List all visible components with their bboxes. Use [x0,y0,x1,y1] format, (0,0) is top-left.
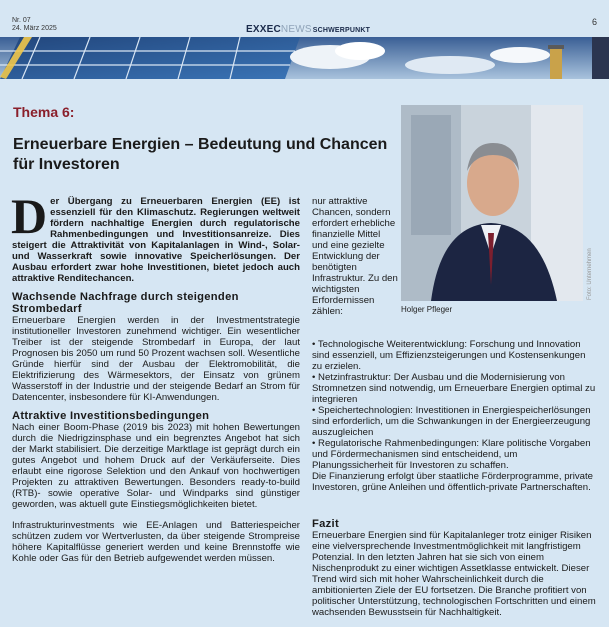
bullet-item: • Speichertechnologien: Investitionen in Energiespeicherlösungen sind erforderlich, um die Schwankungen in der Energieerzeugung auszugleichen [312,405,591,438]
header-banner-image [0,37,609,79]
article-column-1 [11,188,300,564]
bullet-item: • Regulatorische Rahmenbedingungen: Klare politische Vorgaben und Fördermechanismen sind entscheidend, um Planungssicherheit für Investoren zu schaffen. [312,438,591,471]
requirements-intro: nur attraktive Chancen, sondern erfordert erhebliche finanzielle Mittel und eine gezielte Entwicklung der benötigten Infrastruktur. Zu den wichtigsten Erfordernissen zählen: [312,196,398,317]
section-heading-demand: Wachsende Nachfrage durch steigenden Strombedarf [12,291,239,315]
brand-main: EXXEC [246,24,281,35]
bullet-item: • Technologische Weiterentwicklung: Forschung und Innovation sind essenziell, um Effizienzsteigerungen und Kostensenkungen zu erzielen. [312,339,586,372]
section-body-infrastructure: Infrastrukturinvestments wie EE-Anlagen und Batteriespeicher schützen zudem vor Wertverlusten, da über steigende Strompreise höhere Kapitalflüsse generiert werden und keine Brennstoffe wie Kohle oder Gas für den Betrieb aufgewendet werden müssen. [12,520,300,564]
conclusion-heading: Fazit [312,518,339,530]
article-column-2-top [312,196,398,317]
drop-cap: D [11,188,48,244]
lead-text: er Übergang zu Erneuerbaren Energien (EE) ist essenziell für den Klimaschutz. Regierungen weltweit fördern nachhaltige Energien durch regulatorische Rahmenbedingungen und Investitionsanreize. Dies steigert die Attraktivität von Kapitalanlagen in Wind-, Solar- und Wasserkraft sowie innovative Speicherlösungen. Der Ausbau erfordert zwar hohe Investitionen, bietet jedoch auch attraktive Renditechancen. [12,196,300,284]
conclusion-body: Erneuerbare Energien sind für Kapitalanleger trotz einiger Risiken eine vielversprechende Investmentmöglichkeit mit langfristigem Potenzial. In den letzten Jahren hat sie sich von einem Nischenprodukt zu einer wichtigen Assetklasse entwickelt. Dieser Trend wird sich mit hoher Wahrscheinlichkeit durch die ambitionierten Ziele der EU fortsetzen. Die Branche profitiert von politischer Unterstützung, technologischen Fortschritten und einem wachsenden Bewusstsein für Nachhaltigkeit. [312,530,596,618]
brand-logo [246,24,370,35]
article-title: Erneuerbare Energien – Bedeutung und Chancen für Investoren [13,136,388,173]
photo-credit: Foto: Unternehmen [587,248,593,300]
financing-paragraph: Die Finanzierung erfolgt über staatliche Förderprogramme, private Investoren, grüne Anleihen und öffentlich-private Partnerschaften. [312,471,594,493]
section-body-investment: Nach einer Boom-Phase (2019 bis 2023) mit hohen Bewertungen durch die Niedrigzinsphase und ein begrenztes Angebot hat sich der Markt stabilisiert. Die derzeitige Marktlage ist geprägt durch ein gutes Angebot und hohem Druck auf der Verkäuferseite. Dies erlaubt eine rigorose Selektion und den Ankauf von hochwertigen Projekten zu attraktiven Bewertungen. Besonders ready-to-build (RTB)- sowie operative Solar- und Windparks sind günstiger geworden, was aktuell gute Einstiegsmöglichkeiten bietet. [12,422,300,510]
issue-number: Nr. 07 [12,17,31,24]
brand-news: NEWS [280,24,312,35]
section-body-demand: Erneuerbare Energien werden in der Investmentstrategie institutioneller Investoren zunehmend wichtiger. Ein wesentlicher Treiber ist der steigende Strombedarf in Europa, der laut Prognosen bis 2050 um rund 50 Prozent wachsen soll. Wesentliche Gründe hierfür sind der Ausbau der Elektromobilität, die Elektrifizierung des Wärmesektors, der Einsatz von grünem Wasserstoff in der Industrie und der steigende Bedarf an Strom für Datencenter, insbesondere für KI-Anwendungen. [12,315,300,403]
lead-paragraph [11,188,300,284]
page-number: 6 [592,17,598,27]
article-kicker: Thema 6: [13,104,75,120]
issue-date: 24. März 2025 [12,25,57,32]
section-heading-investment: Attraktive Investitionsbedingungen [12,410,210,422]
issue-info [12,17,57,33]
portrait-photo [401,105,583,301]
page-header [0,0,609,40]
bullet-item: • Netzinfrastruktur: Der Ausbau und die Modernisierung von Stromnetzen sind notwendig, um Erneuerbare Energien optimal zu integrieren [312,372,596,405]
conclusion-section [312,518,598,618]
section-label: SCHWERPUNKT [312,27,371,34]
article-column-2 [312,339,598,493]
photo-caption: Holger Pfleger [401,305,453,314]
